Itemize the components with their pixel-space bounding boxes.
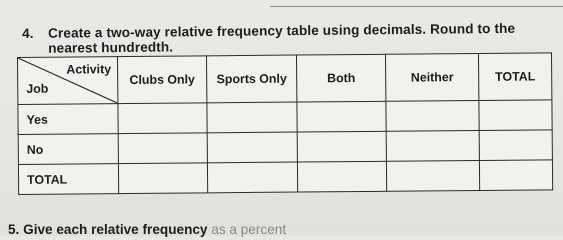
problem-4 — [22, 21, 542, 56]
cell-total-total[interactable] — [479, 160, 552, 191]
column-header-clubs-only: Clubs Only — [118, 56, 207, 104]
row-header-yes: Yes — [18, 104, 118, 135]
cell-yes-clubs-only[interactable] — [118, 103, 207, 134]
problem-5 — [8, 222, 286, 237]
problem-4-number: 4. — [22, 25, 34, 41]
problem-5-number: 5. — [8, 222, 20, 237]
cell-no-clubs-only[interactable] — [118, 133, 207, 164]
two-way-frequency-table — [17, 52, 553, 195]
cell-no-total[interactable] — [479, 130, 552, 161]
cell-no-both[interactable] — [297, 131, 386, 162]
table-row-total — [18, 160, 552, 195]
cell-total-sports-only[interactable] — [207, 162, 297, 193]
problem-5-text-faded: as a percent — [211, 222, 287, 237]
column-header-sports-only: Sports Only — [206, 55, 296, 103]
corner-header-cell — [18, 57, 118, 105]
column-header-both: Both — [296, 54, 385, 102]
top-rule-line — [270, 6, 563, 7]
column-header-neither: Neither — [385, 53, 478, 101]
problem-5-text: Give each relative frequency — [23, 222, 208, 237]
cell-yes-both[interactable] — [297, 101, 386, 132]
cell-total-both[interactable] — [297, 161, 386, 192]
column-header-total: TOTAL — [478, 53, 551, 101]
corner-label-activity: Activity — [66, 62, 112, 77]
row-header-no: No — [18, 134, 118, 165]
problem-4-text-line2: nearest hundredth. — [48, 39, 174, 56]
cell-yes-total[interactable] — [479, 100, 552, 131]
cell-no-neither[interactable] — [386, 130, 479, 161]
row-header-total: TOTAL — [18, 164, 118, 195]
cell-no-sports-only[interactable] — [207, 132, 297, 163]
corner-label-job: Job — [26, 81, 49, 96]
cell-total-neither[interactable] — [386, 160, 479, 191]
cell-yes-neither[interactable] — [386, 100, 479, 131]
table-row-yes — [18, 100, 552, 135]
cell-total-clubs-only[interactable] — [118, 163, 207, 194]
table-row-no — [18, 130, 552, 165]
problem-4-text-line1: Create a two-way relative frequency table using decimals. Round to the — [47, 20, 516, 41]
table-header-row — [18, 53, 552, 105]
cell-yes-sports-only[interactable] — [207, 102, 297, 133]
